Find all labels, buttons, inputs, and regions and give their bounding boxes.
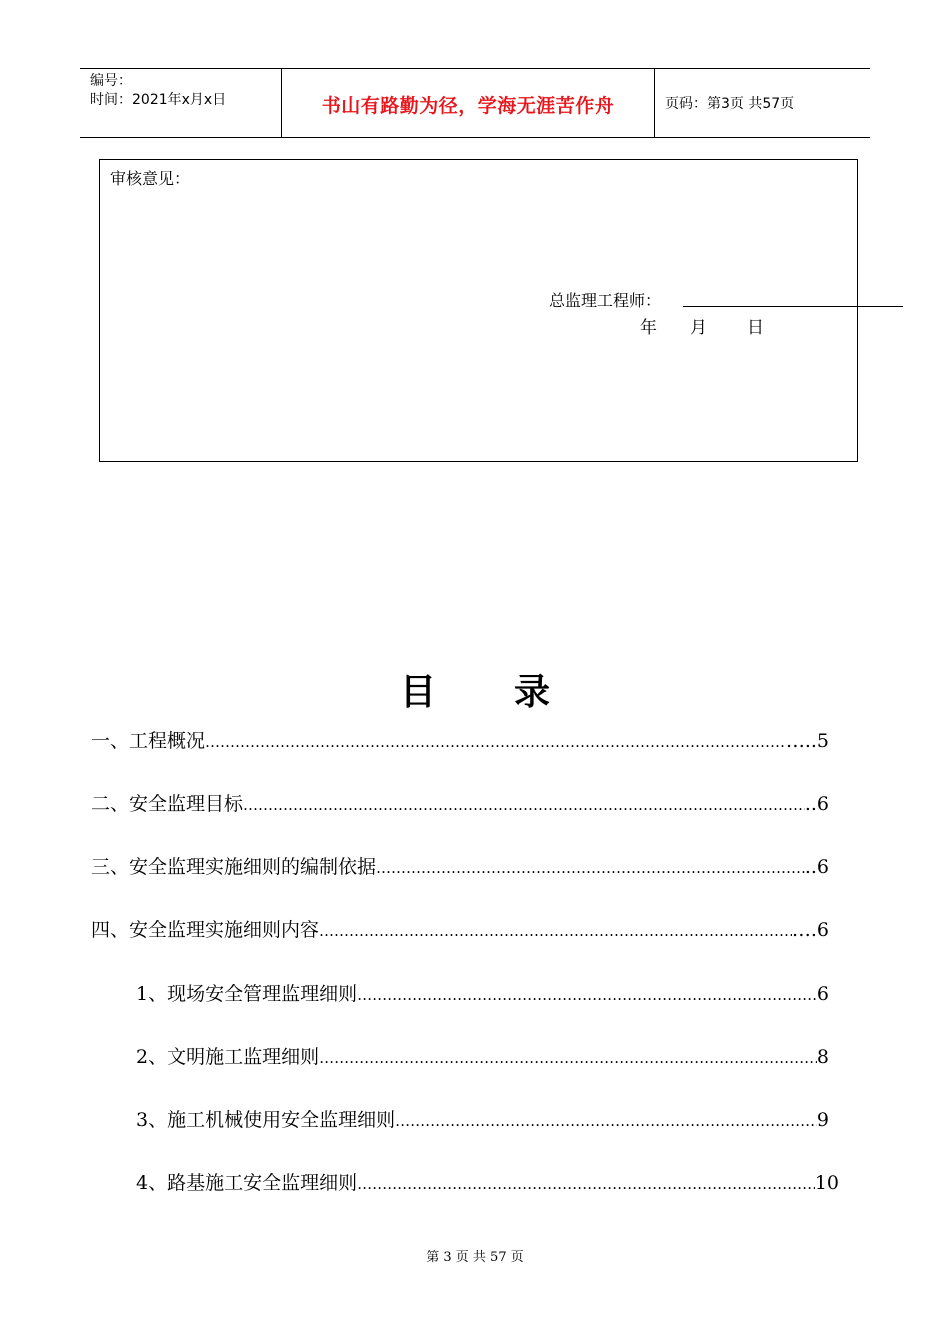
signer-label: 总监理工程师： — [549, 291, 662, 310]
toc-leader-dots — [319, 1049, 817, 1067]
toc-entry-text: 三、安全监理实施细则的编制依据 — [91, 856, 377, 878]
page-footer: 第 3 页 共 57 页 — [426, 1250, 524, 1265]
toc-entry-page: ….6 — [791, 919, 829, 941]
toc-entry-page: 9 — [816, 1109, 829, 1131]
toc-entry[interactable] — [91, 789, 829, 816]
header-meta — [90, 72, 226, 110]
toc-entry-text: 二、安全监理目标 — [91, 793, 244, 815]
toc-leader-dots — [319, 922, 792, 940]
toc-entry[interactable] — [136, 1105, 829, 1132]
toc-entry[interactable] — [91, 915, 829, 942]
toc-title-char-2: 录 — [514, 672, 551, 713]
toc-entry-page: 10 — [814, 1172, 839, 1194]
toc-entry-page: ..6 — [804, 856, 829, 878]
toc-entry-page: ..6 — [804, 793, 829, 815]
toc-entry-text: 3、施工机械使用安全监理细则 — [136, 1109, 396, 1131]
toc-entry[interactable] — [91, 726, 829, 753]
review-box — [99, 159, 858, 462]
toc-entry[interactable] — [136, 1168, 839, 1195]
toc-leader-dots — [357, 986, 817, 1004]
toc-entry[interactable] — [136, 1042, 829, 1069]
time-label: 时间：2021年x月x日 — [90, 92, 227, 108]
date-day: 日 — [747, 318, 764, 338]
date-year: 年 — [640, 318, 657, 338]
toc-title — [0, 664, 950, 715]
toc-entry-text: 2、文明施工监理细则 — [136, 1046, 320, 1068]
toc-entry-text: 一、工程概况 — [91, 730, 206, 752]
header-page-info: 页码：第3页 共57页 — [665, 96, 795, 112]
signature-line — [683, 306, 903, 307]
header-motto: 书山有路勤为径，学海无涯苦作舟 — [321, 95, 615, 117]
toc-leader-dots — [357, 1175, 815, 1193]
toc-title-char-1: 目 — [399, 672, 436, 713]
toc-entry-page: …..5 — [785, 730, 829, 752]
toc-leader-dots — [395, 1112, 817, 1130]
header-divider — [654, 69, 655, 137]
page-header — [80, 68, 870, 138]
number-label: 编号： — [90, 73, 132, 89]
toc-leader-dots — [243, 796, 805, 814]
toc-leader-dots — [376, 859, 805, 877]
date-month: 月 — [690, 318, 707, 338]
toc-entry-page: 8 — [816, 1046, 829, 1068]
toc-entry[interactable] — [136, 979, 829, 1006]
toc-entry-text: 1、现场安全管理监理细则 — [136, 983, 358, 1005]
toc-entry[interactable] — [91, 852, 829, 879]
toc-entry-page: 6 — [816, 983, 829, 1005]
review-label: 审核意见： — [110, 169, 191, 188]
toc-leader-dots — [205, 733, 786, 751]
toc-entry-text: 四、安全监理实施细则内容 — [91, 919, 320, 941]
toc-entry-text: 4、路基施工安全监理细则 — [136, 1172, 358, 1194]
